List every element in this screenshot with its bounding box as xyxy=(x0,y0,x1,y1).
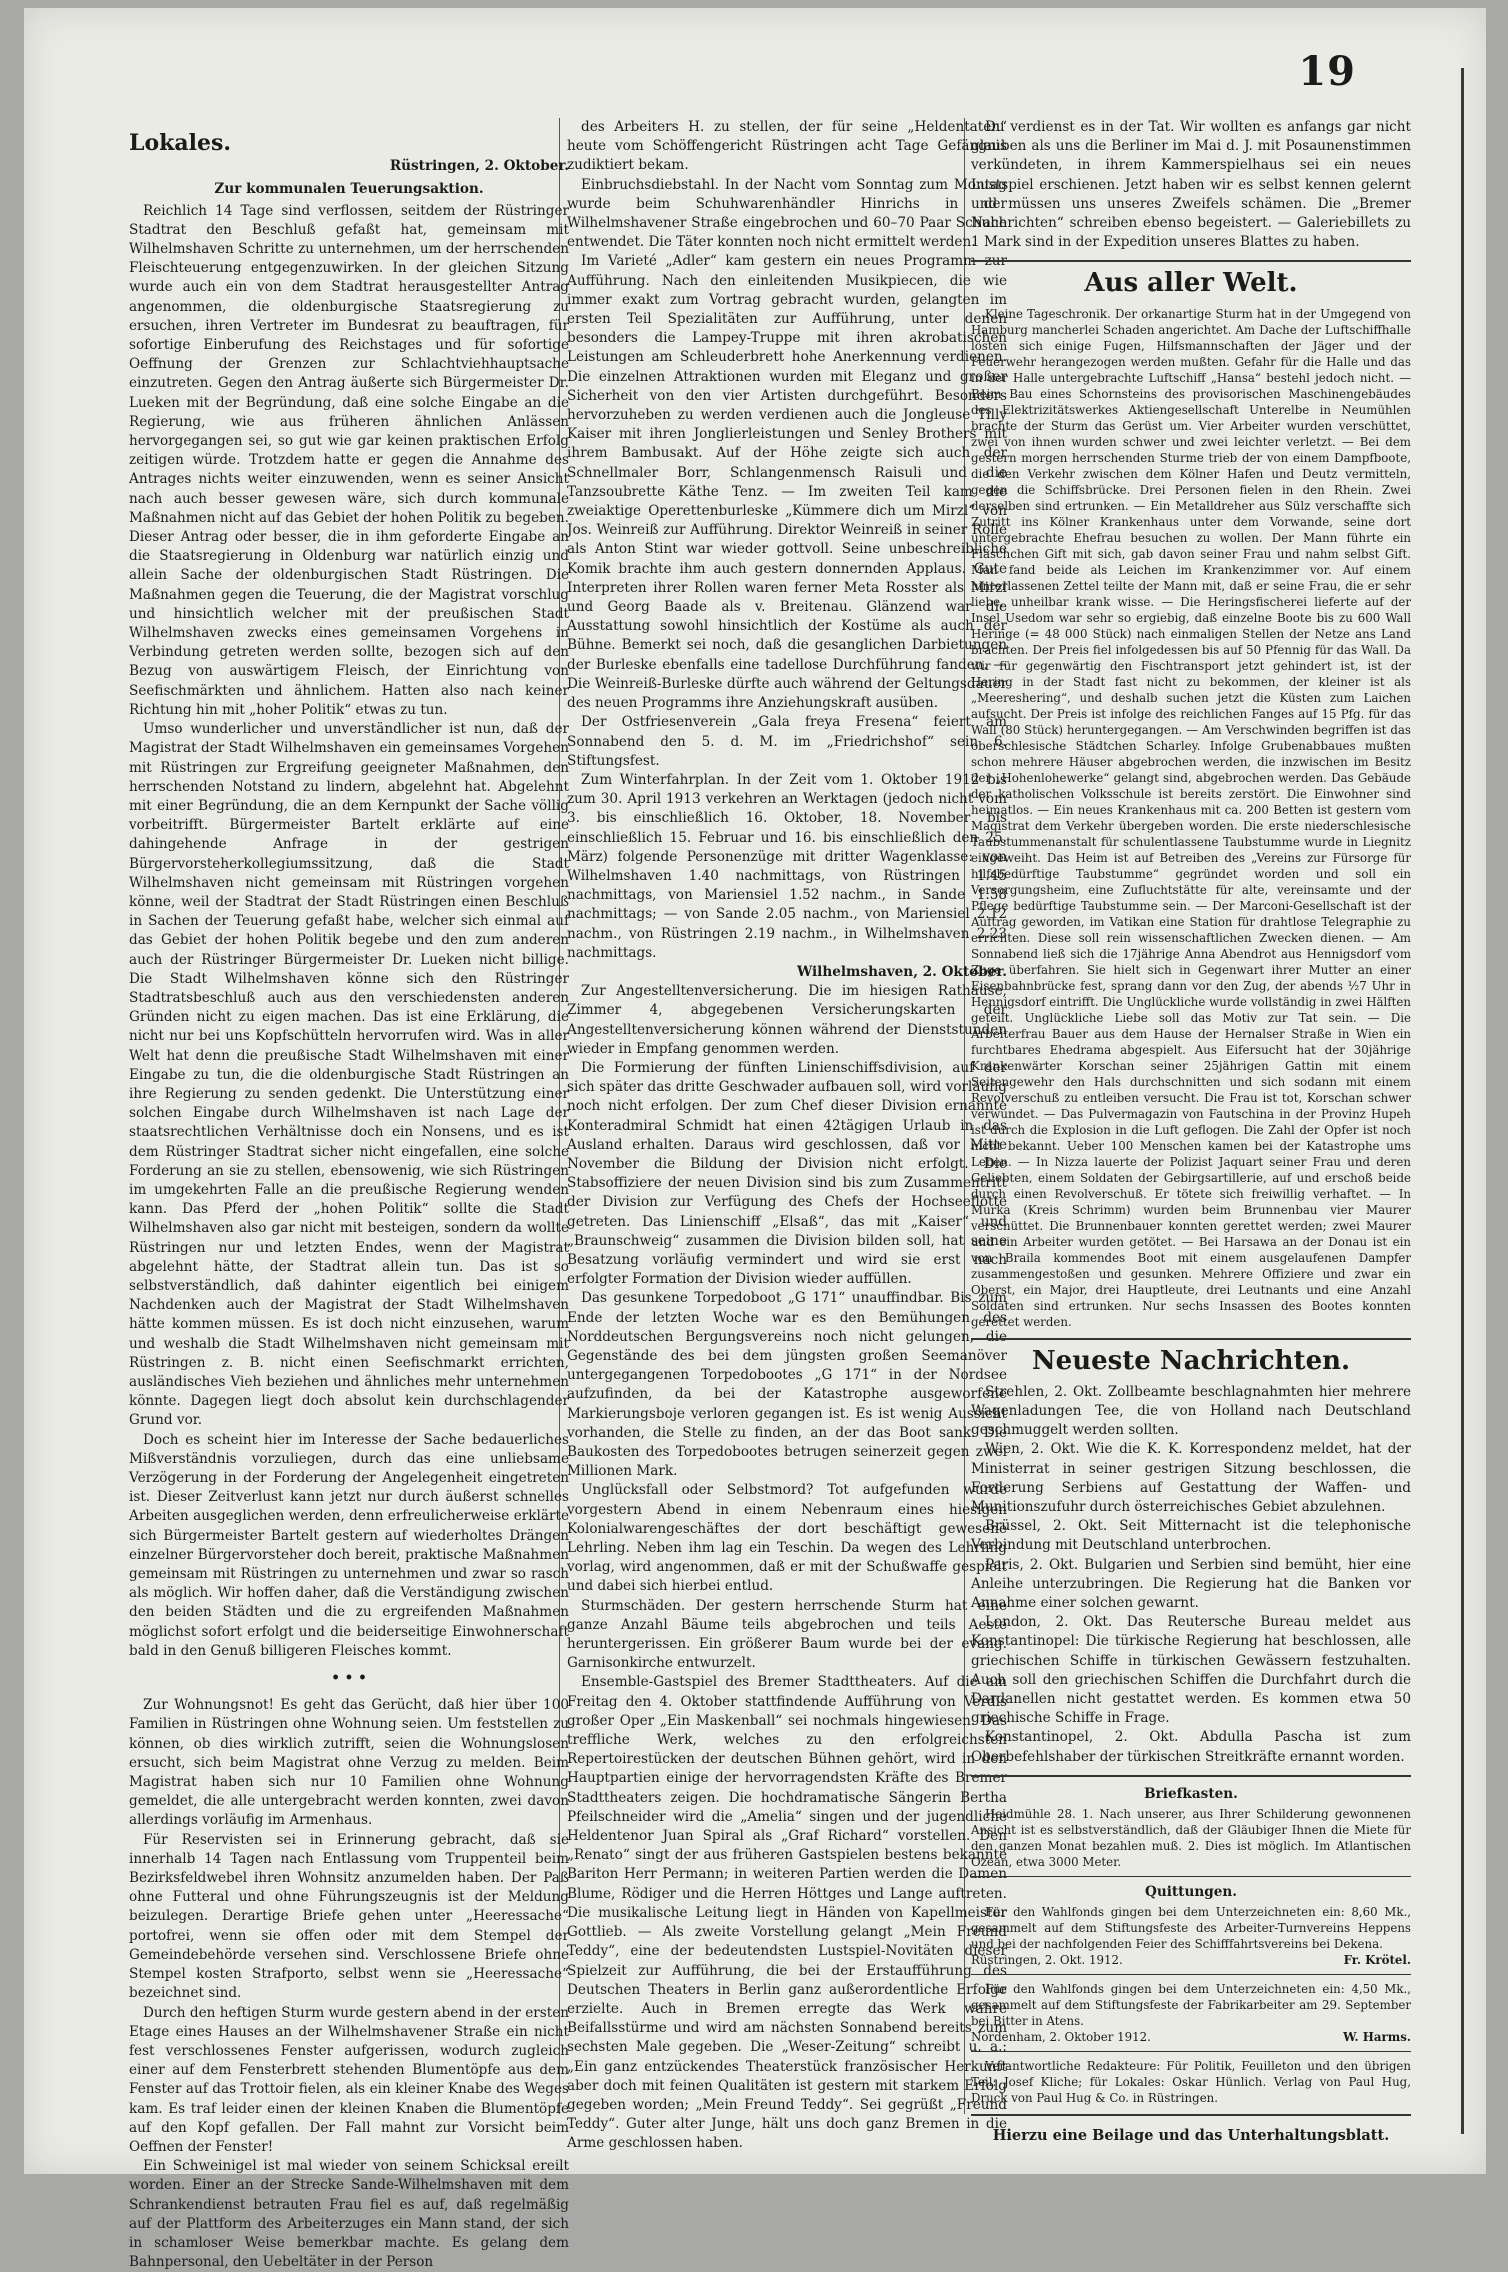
article-paragraph: Konstantinopel, 2. Okt. Abdulla Pascha ist zum Oberbefehlshaber der türkischen Streitkräfte ernannt worden. xyxy=(971,1729,1411,1765)
receipts-title: Quittungen. xyxy=(1145,1884,1237,1901)
receipt-place-date: Rüstringen, 2. Okt. 1912. xyxy=(971,1953,1123,1968)
article-paragraph: Brüssel, 2. Okt. Seit Mitternacht ist die telephonische Verbindung mit Deutschland unterbrochen. xyxy=(971,1518,1411,1554)
article-paragraph: Kleine Tageschronik. Der orkanartige Sturm hat in der Umgegend von Hamburg mancherlei Schaden angerichtet. Am Dache der Luftschiffhalle lösten sich einige Fugen, Hilfsmannschaften der Jäger und der Feuerwehr herangezogen werden mußten. Gefahr für die Halle und das in der Halle untergebrachte Luftschiff „Hansa“ bestehl jedoch nicht. — Beim Bau eines Schornsteins des provisorischen Maschinengebäudes des Elektrizitätswerkes Aktiengesellschaft Unterelbe in Neumühlen brachte der Sturm das Gerüst um. Vier Arbeiter wurden verschüttet, zwei von ihnen wurden schwer und zwei leichter verletzt. — Bei dem gestern morgen herrschenden Sturme trieb der von einem Dampfboote, die den Verkehr zwischen dem Kölner Hafen und Deutz vermitteln, gegen die Schiffsbrücke. Drei Personen fielen in den Rhein. Zwei derselben sind ertrunken. — Ein Metalldreher aus Sülz verschaffte sich Zutritt ins Kölner Krankenhaus unter dem Vorwande, seine dort untergebrachte Ehefrau besuchen zu wollen. Der Mann führte ein Fläschchen Gift mit sich, gab davon seiner Frau und nahm selbst Gift. Man fand beide als Leichen im Krankenzimmer vor. Auf einem hinterlassenen Zettel teilte der Mann mit, daß er seine Frau, die er sehr liebe, unheilbar krank wisse. — Die Heringsfischerei lieferte auf der Insel Usedom war sehr so ergiebig, daß einzelne Boote bis zu 600 Wall Heringe (= 48 000 Stück) nach einmaligen Stellen der Netze ans Land brachten. Der Preis fiel infolgedessen bis auf 50 Pfennig für das Wall. Da wir für gegenwärtig den Fischtransport jetzt gehindert ist, ist der Hering in der Stadt fast nicht zu bekommen, der kleiner ist als „Meereshering“, und deshalb suchen jetzt die Küsten zum Laichen aufsucht. Der Preis ist infolge des reichlichen Fanges auf 15 Pfg. für das Wall (80 Stück) heruntergegangen. — Am Verschwinden begriffen ist das oberschlesische Städtchen Scharley. Infolge Grubenabbaues mußten schon mehrere Häuser abgebrochen werden, die inzwischen im Besitz der „Hohenlohewerke“ gelangt sind, abgebrochen werden. Das Gebäude der katholischen Volksschule ist bereits zerstört. Die Einwohner sind heimatlos. — Ein neues Krankenhaus mit ca. 200 Betten ist gestern vom Magistrat dem Verkehr übergeben worden. Die erste niederschlesische Taubstummenanstalt für schulentlassene Taubstumme wurde in Liegnitz eingeweiht. Das Heim ist auf Betreiben des „Vereins zur Fürsorge für hilfsbedürftige Taubstumme“ gegründet worden und soll ein Versorgungsheim, eine Zufluchtstätte für alte, vereinsamte und der Pflege bedürftige Taubstumme sein. — Der Marconi-Gesellschaft ist der Auftrag geworden, im Vatikan eine Station für drahtlose Telegraphie zu errichten. Diese soll rein wissenschaftlichen Zwecken dienen. — Am Sonnabend ließ sich die 17jährige Anna Abendrot aus Hennigsdorf vom Zuge überfahren. Sie hielt sich in Gegenwart ihrer Mutter an einer Eisenbahnbrücke fest, sprang dann vor den Zug, der abends ½7 Uhr in Hennigsdorf eintrifft. Die Unglückliche wurde vollständig in zwei Hälften geteilt. Unglückliche Liebe soll das Motiv zur Tat sein. — Die Arbeiterfrau Bauer aus dem Hause der Hernalser Straße in Wien ein furchtbares Ehedrama abgespielt. Aus Eifersucht hat der 30jährige Krankenwärter Korschan seiner 25jährigen Gattin mit einem Seitengewehr den Hals durchschnitten und sich sodann mit einem Revolverschuß zu entleiben versucht. Die Frau ist tot, Korschan schwer verwundet. — Das Pulvermagazin von Fautschina in der Provinz Hupeh ist durch die Explosion in die Luft geflogen. Die Zahl der Opfer ist noch nicht bekannt. Ueber 100 Menschen kamen bei der Katastrophe ums Leben. — In Nizza lauerte der Polizist Jaquart seiner Frau und deren Geliebten, einem Soldaten der Gebirgsartillerie, auf und erschoß beide durch einen Revolverschuß. Er tötete sich freiwillig verhaftet. — In Murka (Kreis Schrimm) wurden beim Brunnenbau vier Maurer verschüttet. Die Brunnenbauer konnten gerettet werden; zwei Maurer und ein Arbeiter wurden getötet. — Bei Harsawa an der Donau ist ein von Braila kommendes Boot mit einem ausgelaufenen Dampfer zusammengestoßen und gesunken. Mehrere Offiziere und zwar ein Oberst, ein Major, drei Hauptleute, drei Leutnants und eine Anzahl Soldaten sind ertrunken. Nur sechs Insassen des Bootes konnten gerettet werden. xyxy=(971,306,1411,1329)
receipt-signature: Fr. Krötel. xyxy=(1343,1953,1411,1968)
letterbox-text: Heidmühle 28. 1. Nach unserer, aus Ihrer Schilderung gewonnenen Ansicht ist es selbstverständlich, daß der Gläubiger Ihnen die Miete für den ganzen Monat bezahlen muß. 2. Dies ist möglich. Im Atlantischen Ozean, etwa 3000 Meter. xyxy=(971,1807,1411,1870)
article-paragraph: Das gesunkene Torpedoboot „G 171“ unauffindbar. Bis zum Ende der letzten Woche war es den Bemühungen des Norddeutschen Bergungsvereins noch nicht gelungen, die Gegenstände des bei dem jüngsten großen Seemanöver untergegangenen Torpedobootes „G 171“ in der Nordsee aufzufinden, da bei der Katastrophe ausgeworfene Markierungsboje verloren gegangen ist. Es ist wenig Aussicht vorhanden, die Stelle zu finden, an der das Boot sank. Die Baukosten des Torpedobootes betrugen seinerzeit gegen zwei Millionen Mark. xyxy=(567,1290,1007,1480)
page-number: 19 xyxy=(1298,48,1356,95)
article-paragraph: Unglücksfall oder Selbstmord? Tot aufgefunden wurde vorgestern Abend in einem Nebenraum eines hiesigen Kolonialwarengeschäftes der dort beschäftigt gewesene Lehrling. Neben ihm lag ein Teschin. Da wegen des Lehrling vorlag, wird angenommen, daß er mit der Schußwaffe gespielt und dabei sich hierbei entlud. xyxy=(567,1482,1007,1595)
article-paragraph: Der Ostfriesenverein „Gala freya Fresena“ feiert am Sonnabend den 5. d. M. im „Friedrichshof“ sein 6. Stiftungsfest. xyxy=(567,714,1007,769)
letterbox-title: Briefkasten. xyxy=(1144,1785,1238,1802)
article-paragraph: Zur Wohnungsnot! Es geht das Gerücht, daß hier über 100 Familien in Rüstringen ohne Wohnung seien. Um feststellen zu können, ob dies wirklich zutrifft, seien die Wohnungslosen ersucht, sich beim Magistrat ohne Verzug zu melden. Beim Magistrat haben sich nur 10 Familien ohne Wohnung gemeldet, die alle untergebracht werden konnten, zwei davon allerdings vorläufig im Armenhaus. xyxy=(129,1697,569,1829)
divider xyxy=(971,1338,1411,1340)
section-title-local: Lokales. xyxy=(129,130,232,156)
divider xyxy=(971,1876,1411,1877)
divider xyxy=(971,2051,1411,2052)
divider xyxy=(971,2114,1411,2116)
dateline-wilhelmshaven: Wilhelmshaven, 2. Oktober. xyxy=(796,963,1007,980)
article-paragraph: Sturmschäden. Der gestern herrschende Sturm hat eine ganze Anzahl Bäume teils abgebrochen und teils Aeste heruntergerissen. Ein größerer Baum wurde bei der evang. Garnisonkirche entwurzelt. xyxy=(567,1597,1007,1672)
divider xyxy=(971,1775,1411,1777)
article-paragraph: Durch den heftigen Sturm wurde gestern abend in der ersten Etage eines Hauses an der Wilhelmshavener Straße ein nicht fest verschlossenes Fenster aufgerissen, wodurch zugleich einer auf dem Fensterbrett stehenden Blumentöpfe aus dem Fenster auf das Trottoir fielen, als ein kleiner Knabe des Weges kam. Es traf leider einen der kleinen Knaben die Blumentöpfe auf den Kopf gefallen. Der Fall mahnt zur Vorsicht beim Oeffnen der Fenster! xyxy=(129,2004,569,2155)
supplement-note: Hierzu eine Beilage und das Unterhaltungsblatt. xyxy=(992,2127,1390,2145)
article-paragraph: Doch es scheint hier im Interesse der Sache bedauerliches Mißverständnis vorzuliegen, durch das eine unliebsame Verzögerung in der Forderung der Angelegenheit eingetreten ist. Dieser Zeitverlust kann jetzt nur durch äußerst schnelles Arbeiten ausgeglichen werden, denn erfreulicherweise erklärte sich Bürgermeister Bartelt gestern auf wiederholtes Drängen einzelner Bürgervorsteher doch bereit, praktische Maßnahmen gemeinsam mit Rüstringen zu unternehmen und zwar so rasch als möglich. Wir hoffen daher, daß die Verständigung zwischen den beiden Städten und die zu ergreifenden Maßnahmen möglichst sofort erfolgt und die beiderseitige Einwohnerschaft bald in den Genuß billigeren Fleisches kommt. xyxy=(129,1431,569,1659)
column-world-news xyxy=(971,118,1411,2146)
article-paragraph: London, 2. Okt. Das Reutersche Bureau meldet aus Konstantinopel: Die türkische Regierung hat beschlossen, alle griechischen Schiffe in türkischen Gewässern festzuhalten. Auch soll den griechischen Schiffen die Durchfahrt durch die Dardanellen nicht gestattet werden. Es kommen etwa 50 griechische Schiffe in Frage. xyxy=(971,1614,1411,1727)
article-paragraph: Strehlen, 2. Okt. Zollbeamte beschlagnahmten hier mehrere Wagenladungen Tee, die von Holland nach Deutschland geschmuggelt werden sollten. xyxy=(971,1383,1411,1439)
column-local-news xyxy=(129,118,569,2272)
article-list xyxy=(567,118,1007,963)
receipt-signature-row xyxy=(971,2029,1411,2045)
article-paragraph: Zum Winterfahrplan. In der Zeit vom 1. Oktober 1912 bis zum 30. April 1913 verkehren an Werktagen (jedoch nicht vom 3. bis einschließlich 16. Oktober, 18. November bis einschließlich 15. Februar und 16. bis einschließlich den 25. März) folgende Personenzüge mit dritter Wagenklasse: von Wilhelmshaven 1.40 nachmittags, von Rüstringen 1.45 nachmittags, von Mariensiel 1.52 nachm., in Sande 1.58 nachmittags; — von Sande 2.05 nachm., von Mariensiel 2.12 nachm., von Rüstringen 2.19 nachm., in Wilhelmshaven 2.23 nachmittags. xyxy=(567,771,1007,961)
article-paragraph: Umso wunderlicher und unverständlicher ist nun, daß der Magistrat der Stadt Wilhelmshaven ein gemeinsames Vorgehen mit Rüstringen zur Ergreifung geeigneter Maßnahmen, den herrschenden Notstand zu lindern, abgelehnt hat. Abgelehnt mit einer Begründung, die an dem Kernpunkt der Sache völlig vorbeitrifft. Bürgermeister Bartelt erklärte auf eine dahingehende Anfrage in der gestrigen Bürgervorsteherkollegiumssitzung, daß die Stadt Wilhelmshaven nicht gemeinsam mit Rüstringen vorgehen könne, weil der Stadtrat der Stadt Rüstringen einen Beschluß in Sachen der Teuerung gefaßt habe, welcher sich einmal auf das Gebiet der hohen Politik begebe und den zum anderen auch der Rüstringer Bürgermeister Dr. Lueken nicht billige. Die Stadt Wilhelmshaven könne sich den Rüstringer Stadtratsbeschluß auch aus den verschiedensten anderen Gründen nicht zu eigen machen. Das ist eine Erklärung, die nicht nur bei uns Kopfschütteln hervorrufen wird. Was in aller Welt hat denn die preußische Stadt Wilhelmshaven mit einer Eingabe zu tun, die die oldenburgische Stadt Rüstringen an ihre Regierung zu senden gedenkt. Die Unterstützung einer solchen Eingabe durch Wilhelmshaven ist nach Lage der staatsrechtlichen Verhältnisse doch ein Nonsens, und es ist dem Rüstringer Stadtrat sicher nicht eingefallen, eine solche Forderung an sie zu stellen, ebensowenig, wie sich Rüstringen im umgekehrten Falle an die preußische Regierung wenden kann. Das Pferd der „hohen Politik“ sollte die Stadt Wilhelmshaven also gar nicht mit besteigen, sondern da wollte Rüstringen nur und letzten Endes, wenn der Magistrat abgelehnt hätte, der Stadtrat allein tun. Das ist so selbstverständlich, daß dahinter eigentlich bei einigem Nachdenken auch der Magistrat der Stadt Wilhelmshaven hätte kommen müssen. Es ist doch nicht einzusehen, warum und weshalb die Stadt Wilhelmshaven nicht gemeinsam mit Rüstringen z. B. nicht einen Seefischmarkt errichten, ausländisches Vieh beziehen und ähnliches mehr unternehmen könnte. Dagegen liegt doch absolut kein durchschlagender Grund vor. xyxy=(129,721,569,1429)
receipt-place-date: Nordenham, 2. Oktober 1912. xyxy=(971,2030,1151,2045)
page-edge-rule xyxy=(1461,68,1464,2134)
column-local-news-continued xyxy=(567,118,1007,2154)
newspaper-page xyxy=(24,8,1486,2271)
section-title-world: Aus aller Welt. xyxy=(1084,268,1298,299)
article-paragraph: Paris, 2. Okt. Bulgarien und Serbien sind bemüht, hier eine Anleihe unterzubringen. Die Regierung hat die Banken vor Annahme einer solchen gewarnt. xyxy=(971,1556,1411,1612)
article-list xyxy=(971,118,1411,252)
article-paragraph: Die Formierung der fünften Linienschiffsdivision, auf der sich später das dritte Geschwader aufbauen soll, wird vorläufig noch nicht erfolgen. Der zum Chef dieser Division ernannte Konteradmiral Schmidt hat einen 42tägigen Urlaub in das Ausland erhalten. Daraus wird geschlossen, daß vor Mitte November die Bildung der Division nicht erfolgt. Die Stabsoffiziere der neuen Division sind bis zum Zusammentritt der Division zur Verfügung des Chefs der Hochseeflotte getreten. Das Linienschiff „Elsaß“, das mit „Kaiser“ und „Braunschweig“ zusammen die Division bilden soll, hat seine Besatzung vorläufig vermindert und wird sie erst nach erfolgter Formation der Division wieder auffüllen. xyxy=(567,1059,1007,1288)
article-paragraph: Ensemble-Gastspiel des Bremer Stadttheaters. Auf die am Freitag den 4. Oktober stattfindende Aufführung von Verdis großer Oper „Ein Maskenball“ sei nochmals hingewiesen. Das treffliche Werk, welches zu den erfolgreichsten Repertoirestücken der deutschen Bühnen gehört, wird in den Hauptpartien einige der hervorragendsten Kräfte des Bremer Stadttheaters zeigen. Die hochdramatische Sängerin Bertha Pfeilschneider wird die „Amelia“ singen und der jugendliche Heldentenor Juan Spiral als „Graf Richard“ vorstellen. Den „Renato“ singt der aus früheren Gastspielen bestens bekannte Bariton Herr Permann; in weiteren Partien werden die Damen Blume, Rödiger und die Herren Höttges und Lange auftreten. Die musikalische Leitung liegt in Händen von Kapellmeister Gottlieb. — Als zweite Vorstellung gelangt „Mein Freund Teddy“, eine der bedeutendsten Lustspiel-Novitäten dieser Spielzeit zur Aufführung, die bei der Erstaufführung des Deutschen Theaters in Berlin ganz außerordentliche Erfolge erzielte. Auch in Bremen erregte das Werk wahre Beifallsstürme und wird am nächsten Sonnabend bereits zum sechsten Male gegeben. Die „Weser-Zeitung“ schreibt u. a.: „Ein ganz entzückendes Theaterstück französischer Herkunft aber doch mit feinen Qualitäten ist gestern mit starkem Erfolg gegeben worden; „Mein Freund Teddy“. Sei gegrüßt „Freund Teddy“. Guter alter Junge, hält uns doch ganz Bremen in die Arme geschlossen haben. xyxy=(567,1674,1007,2152)
article-list xyxy=(971,1383,1411,1767)
article-list xyxy=(971,306,1411,1330)
article-list xyxy=(129,202,569,2272)
divider xyxy=(971,1974,1411,1975)
dateline-ruestringen: Rüstringen, 2. Oktober. xyxy=(389,158,569,175)
article-paragraph: Reichlich 14 Tage sind verflossen, seitdem der Rüstringer Stadtrat den Beschluß gefaßt hat, gemeinsam mit Wilhelmshaven Schritte zu unternehmen, um der herrschenden Fleischteuerung entgegenzuwirken. In der gleichen Sitzung wurde auch ein von dem Stadtrat herausgestellter Antrag angenommen, die oldenburgische Staatsregierung zu ersuchen, ihren Vertreter im Bundesrat zu beauftragen, für sofortige Einberufung des Reichstages und für sofortige Oeffnung der Grenzen zur Schlachtviehhauptsache einzutreten. Gegen den Antrag äußerte sich Bürgermeister Dr. Lueken mit der Begründung, daß eine solche Eingabe an die Regierung, wie aus früheren ähnlichen Anlässen hervorgegangen sei, so gut wie gar keinen praktischen Erfolg zeitigen würde. Trotzdem hatte er gegen die Annahme des Antrages nichts weiter einzuwenden, wenn es seiner Ansicht nach auch besser gewesen wäre, sich durch kommunale Maßnahmen nicht auf das Gebiet der hohen Politik zu begeben. Dieser Antrag oder besser, die in ihm geforderte Eingabe an die Staatsregierung in Oldenburg war natürlich einzig und allein Sache der oldenburgischen Stadt Rüstringen. Die Maßnahmen gegen die Teuerung, die der Magistrat vorschlug und hinsichtlich welcher mit der preußischen Stadt Wilhelmshaven zwecks eines gemeinsamen Vorgehens in Verbindung getreten werden sollte, bezogen sich auf den Bezug von auswärtigem Fleisch, der Einrichtung von Seefischmärkten und ähnlichem. Hatten also nach keiner Richtung hin mit „hoher Politik“ etwas zu tun. xyxy=(129,202,569,718)
receipt-text: Für den Wahlfonds gingen bei dem Unterzeichneten ein: 4,50 Mk., gesammelt auf dem Stiftungsfeste der Fabrikarbeiter am 29. September bei Bitter in Atens. xyxy=(971,1982,1411,2029)
imprint: Verantwortliche Redakteure: Für Politik, Feuilleton und den übrigen Teil: Josef Kliche; für Lokales: Oskar Hünlich. Verlag von Paul Hug, Druck von Paul Hug & Co. in Rüstringen. xyxy=(971,2059,1411,2106)
article-paragraph: Einbruchsdiebstahl. In der Nacht vom Sonntag zum Montag wurde beim Schuhwarenhändler Hinrichs in der Wilhelmshavener Straße eingebrochen und 60–70 Paar Schuhe entwendet. Die Täter konnten noch nicht ermittelt werden. xyxy=(567,176,1007,251)
receipt-signature-row xyxy=(971,1952,1411,1968)
article-paragraph: Ein Schweinigel ist mal wieder von seinem Schicksal ereilt worden. Einer an der Strecke Sande-Wilhelmshaven mit dem Schrankendienst betrauten Frau fiel es auf, daß regelmäßig auf der Plattform des Arbeiterzuges ein Mann stand, der sich in schamloser Weise bemerkbar machte. Es gelang dem Bahnpersonal, den Uebeltäter in der Person xyxy=(129,2158,569,2271)
article-paragraph: des Arbeiters H. zu stellen, der für seine „Heldentaten“ heute vom Schöffengericht Rüstringen acht Tage Gefängnis zudiktiert bekam. xyxy=(567,119,1007,174)
article-paragraph: Für Reservisten sei in Erinnerung gebracht, daß sie innerhalb 14 Tagen nach Entlassung vom Truppenteil beim Bezirksfeldwebel ihren Wohnsitz anzumelden haben. Der Paß ohne Futteral und ohne Führungszeugnis ist der Meldung beizulegen. Derartige Briefe gehen unter „Heeressache“ portofrei, wenn sie offen oder mit dem Stempel der Gemeindebehörde versehen sind. Verschlossene Briefe ohne Stempel kosten Strafporto, selbst wenn sie „Heeressache“ bezeichnet sind. xyxy=(129,1831,569,2002)
article-paragraph: Im Varieté „Adler“ kam gestern ein neues Programm zur Aufführung. Nach den einleitenden Musikpiecen, die wie immer exakt zum Vortrag gebracht wurden, gelangten im ersten Teil Spezialitäten zur Aufführung, unter denen besonders die Lampey-Truppe mit ihren akrobatischen Leistungen am Schleuderbrett hohe Anerkennung verdienen. Die einzelnen Attraktionen wurden mit Eleganz und großer Sicherheit von den vier Artisten durchgeführt. Besonders hervorzuheben zu werden verdienen auch die Jongleuse Tilly Kaiser mit ihren Jonglierleistungen und Senley Brothers mit ihrem Bambusakt. Auf der Höhe zeigte sich auch der Schnellmaler Borr, Schlangenmensch Raisuli und die Tanzsoubrette Käthe Tenz. — Im zweiten Teil kam die zweiaktige Operettenburleske „Kümmere dich um Mirzl“ von Jos. Weinreiß zur Aufführung. Direktor Weinreiß in seiner Rolle als Anton Stint war wieder gottvoll. Seine unbeschreibliche Komik brachte ihm auch gestern donnernden Applaus. Gute Interpreten ihrer Rollen waren ferner Meta Rosster als Mirzl und Georg Baade als v. Breitenau. Glänzend war die Ausstattung sowohl hinsichtlich der Kostüme als auch der Bühne. Bemerkt sei noch, daß die gesanglichen Darbietungen der Burleske ebenfalls eine tadellose Durchführung fanden. — Die Weinreiß-Burleske dürfte auch während der Geltungsdauer des neuen Programms ihre Anziehungskraft ausüben. xyxy=(567,253,1007,712)
separator-dots: • • • xyxy=(331,1670,367,1687)
section-title-latest: Neueste Nachrichten. xyxy=(1031,1345,1351,1376)
receipt-text: Für den Wahlfonds gingen bei dem Unterzeichneten ein: 8,60 Mk., gesammelt auf dem Stiftungsfeste des Arbeiter-Turnvereins Heppens und bei der nachfolgenden Feier des Schifffahrtsvereins bei Dekena. xyxy=(971,1905,1411,1952)
article-paragraph: Zur Angestelltenversicherung. Die im hiesigen Rathause, Zimmer 4, abgegebenen Versicherungskarten der Angestelltenversicherung können während der Dienststunden wieder in Empfang genommen werden. xyxy=(567,983,1007,1057)
article-paragraph: Du verdienst es in der Tat. Wir wollten es anfangs gar nicht glauben als uns die Berliner im Mai d. J. mit Posaunenstimmen verkündeten, in ihrem Kammerspielhaus sei ein neues Lustspiel erschienen. Jetzt haben wir es selbst kennen gelernt und müssen uns unseres Zweifels schämen. Die „Bremer Nachrichten“ schreiben ebenso begeistert. — Galeriebillets zu 1 Mark sind in der Expedition unseres Blattes zu haben. xyxy=(971,119,1411,251)
receipt-signature: W. Harms. xyxy=(1343,2030,1411,2045)
article-paragraph: Wien, 2. Okt. Wie die K. K. Korrespondenz meldet, hat der Ministerrat in seiner gestrigen Sitzung beschlossen, die Forderung Serbiens auf Gestattung der Waffen- und Munitionszufuhr durch österreichisches Gebiet abzulehnen. xyxy=(971,1441,1411,1516)
divider xyxy=(971,260,1411,262)
article-list xyxy=(567,982,1007,2153)
headline-teuerung: Zur kommunalen Teuerungsaktion. xyxy=(214,181,484,198)
